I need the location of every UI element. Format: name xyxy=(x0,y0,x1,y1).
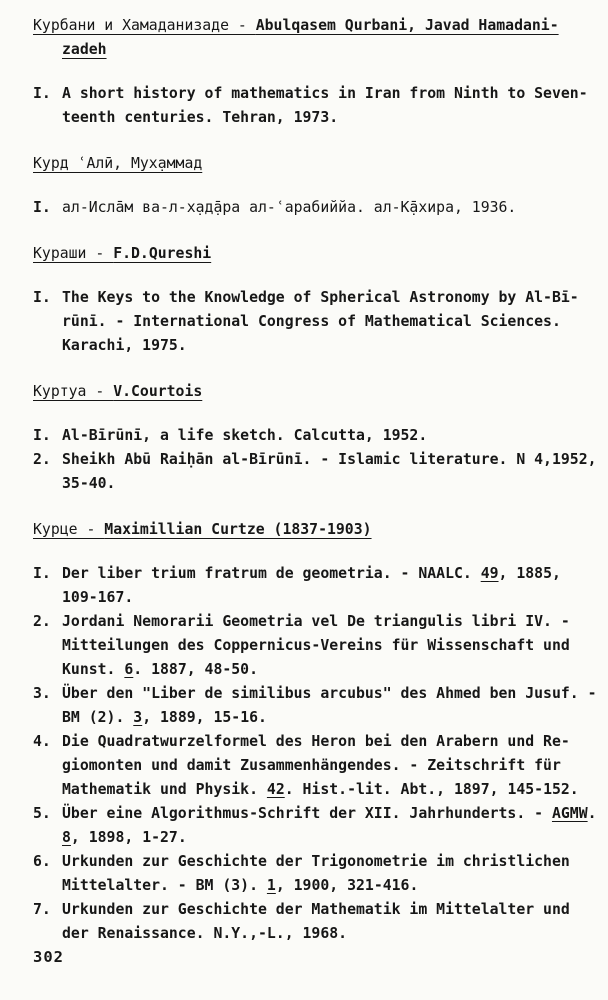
heading-line xyxy=(33,14,598,38)
item-text xyxy=(62,730,598,802)
item-number: 3. xyxy=(33,685,51,702)
item-line xyxy=(62,730,598,754)
heading-line xyxy=(62,38,598,62)
item-line xyxy=(62,562,598,586)
item-line xyxy=(62,754,598,778)
item-text xyxy=(62,562,598,610)
item-line xyxy=(62,658,598,682)
item-line xyxy=(62,922,598,946)
text-segment: , 1889, 15-16. xyxy=(142,709,267,726)
text-segment: Karachi, 1975. xyxy=(62,337,187,354)
text-segment: , 1898, 1-27. xyxy=(70,829,187,846)
bib-item xyxy=(33,898,598,946)
text-segment: teenth centuries. Tehran, 1973. xyxy=(62,109,339,126)
item-number: 5. xyxy=(33,805,51,822)
bib-item xyxy=(33,424,598,448)
item-line xyxy=(62,106,598,130)
item-line xyxy=(62,286,598,310)
item-number: I. xyxy=(33,427,51,444)
text-segment: Urkunden zur Geschichte der Mathematik im Mittelalter und xyxy=(62,901,570,918)
bib-item xyxy=(33,730,598,802)
text-segment: Куртуа - xyxy=(33,383,114,400)
heading-line xyxy=(33,242,598,266)
text-segment: Kunst. xyxy=(62,661,125,678)
text-segment: Al-Bīrūnī, a life sketch. Calcutta, 1952. xyxy=(62,427,428,444)
item-line xyxy=(62,196,598,220)
item-line xyxy=(62,310,598,334)
bib-item xyxy=(33,448,598,496)
item-text xyxy=(62,898,598,946)
text-segment: der Renaissance. N.Y.,-L., 1968. xyxy=(62,925,348,942)
text-segment: 1 xyxy=(266,877,276,894)
text-segment: V.Courtois xyxy=(113,383,203,400)
text-segment: Urkunden zur Geschichte der Trigonometrie im christlichen xyxy=(62,853,570,870)
section-heading xyxy=(33,14,598,62)
bib-item xyxy=(33,562,598,610)
text-segment: 6 xyxy=(124,661,134,678)
item-text xyxy=(62,286,598,358)
item-number: 6. xyxy=(33,853,51,870)
bib-item xyxy=(33,196,598,220)
text-segment: F.D.Qureshi xyxy=(113,245,212,262)
text-segment: AGMW xyxy=(551,805,588,822)
bibliography-section xyxy=(33,14,598,130)
page-number: 302 xyxy=(33,948,64,966)
text-segment: Курд ʿАлӣ, Мух̣аммад xyxy=(33,155,203,172)
item-line xyxy=(62,634,598,658)
bib-item xyxy=(33,682,598,730)
item-text xyxy=(62,610,598,682)
item-line xyxy=(62,82,598,106)
item-line xyxy=(62,826,598,850)
text-segment: Курбани и Хамаданизаде - xyxy=(33,17,256,34)
text-segment: 49 xyxy=(480,565,499,582)
bibliography-section xyxy=(33,242,598,358)
text-segment: Der liber trium fratrum de geometria. - NAALC. xyxy=(62,565,481,582)
text-segment: 109-167. xyxy=(62,589,134,606)
section-heading xyxy=(33,380,598,404)
item-text xyxy=(62,424,598,448)
item-text xyxy=(62,802,598,850)
text-segment: , 1885, xyxy=(498,565,561,582)
text-segment: 3 xyxy=(133,709,143,726)
text-segment: Mitteilungen des Coppernicus-Vereins für Wissenschaft und xyxy=(62,637,570,654)
item-line xyxy=(62,424,598,448)
text-segment: zadeh xyxy=(62,41,107,58)
bib-item xyxy=(33,802,598,850)
text-segment: 8 xyxy=(62,829,71,846)
item-line xyxy=(62,898,598,922)
text-segment: The Keys to the Knowledge of Spherical Astronomy by Al-Bī- xyxy=(62,289,579,306)
text-segment: Die Quadratwurzelformel des Heron bei den Arabern und Re- xyxy=(62,733,570,750)
text-segment: giomonten und damit Zusammenhängendes. - Zeitschrift für xyxy=(62,757,561,774)
item-line xyxy=(62,682,598,706)
bib-item xyxy=(33,850,598,898)
heading-line xyxy=(33,518,598,542)
item-line xyxy=(62,610,598,634)
item-number: 4. xyxy=(33,733,51,750)
bibliography-section xyxy=(33,380,598,496)
text-segment: Abulqasem Qurbani, Javad Hamadani- xyxy=(255,17,559,34)
text-segment: , 1900, 321-416. xyxy=(275,877,419,894)
text-segment: Jordani Nemorarii Geometria vel De triangulis libri IV. - xyxy=(62,613,570,630)
item-line xyxy=(62,334,598,358)
bibliography-section xyxy=(33,152,598,220)
item-line xyxy=(62,472,598,496)
bibliography-section xyxy=(33,518,598,946)
item-number: 2. xyxy=(33,613,51,630)
section-heading xyxy=(33,152,598,176)
text-segment: Mathematik und Physik. xyxy=(62,781,267,798)
heading-line xyxy=(33,380,598,404)
text-segment: . Hist.-lit. Abt., 1897, 145-152. xyxy=(284,781,579,798)
item-number: 7. xyxy=(33,901,51,918)
text-segment: . 1887, 48-50. xyxy=(133,661,258,678)
item-text xyxy=(62,82,598,130)
text-segment: 35-40. xyxy=(62,475,116,492)
item-line xyxy=(62,706,598,730)
text-segment: ал-Исла̄м ва-л-х̣ад̣а̄ра ал-ʿарабиййа. ал-К̣а̄хира, 1936. xyxy=(62,199,517,216)
section-heading xyxy=(33,518,598,542)
item-text xyxy=(62,682,598,730)
item-text xyxy=(62,196,598,220)
text-segment: . xyxy=(587,805,597,822)
text-segment: Mittelalter. - BM (3). xyxy=(62,877,267,894)
bib-item xyxy=(33,286,598,358)
text-segment: BM (2). xyxy=(62,709,134,726)
heading-line xyxy=(33,152,598,176)
text-segment: Кураши - xyxy=(33,245,114,262)
text-segment: Sheikh Abū Raiḥān al-Bīrūnī. - Islamic literature. N 4,1952, xyxy=(62,451,597,468)
item-number: I. xyxy=(33,199,51,216)
text-segment: rūnī. - International Congress of Mathematical Sciences. xyxy=(62,313,561,330)
item-line xyxy=(62,850,598,874)
bib-item xyxy=(33,610,598,682)
item-line xyxy=(62,778,598,802)
item-text xyxy=(62,448,598,496)
section-heading xyxy=(33,242,598,266)
item-text xyxy=(62,850,598,898)
item-line xyxy=(62,448,598,472)
text-segment: Курце - xyxy=(33,521,105,538)
item-number: I. xyxy=(33,565,51,582)
bib-item xyxy=(33,82,598,130)
item-number: I. xyxy=(33,289,51,306)
text-segment: A short history of mathematics in Iran from Ninth to Seven- xyxy=(62,85,588,102)
item-line xyxy=(62,586,598,610)
text-segment: 42 xyxy=(266,781,285,798)
item-number: 2. xyxy=(33,451,51,468)
item-number: I. xyxy=(33,85,51,102)
text-segment: Maximillian Curtze (1837-1903) xyxy=(104,521,372,538)
item-line xyxy=(62,802,598,826)
text-segment: Über eine Algorithmus-Schrift der XII. Jahrhunderts. - xyxy=(62,805,552,822)
item-line xyxy=(62,874,598,898)
text-segment: Über den "Liber de similibus arcubus" des Ahmed ben Jusuf. - xyxy=(62,685,597,702)
